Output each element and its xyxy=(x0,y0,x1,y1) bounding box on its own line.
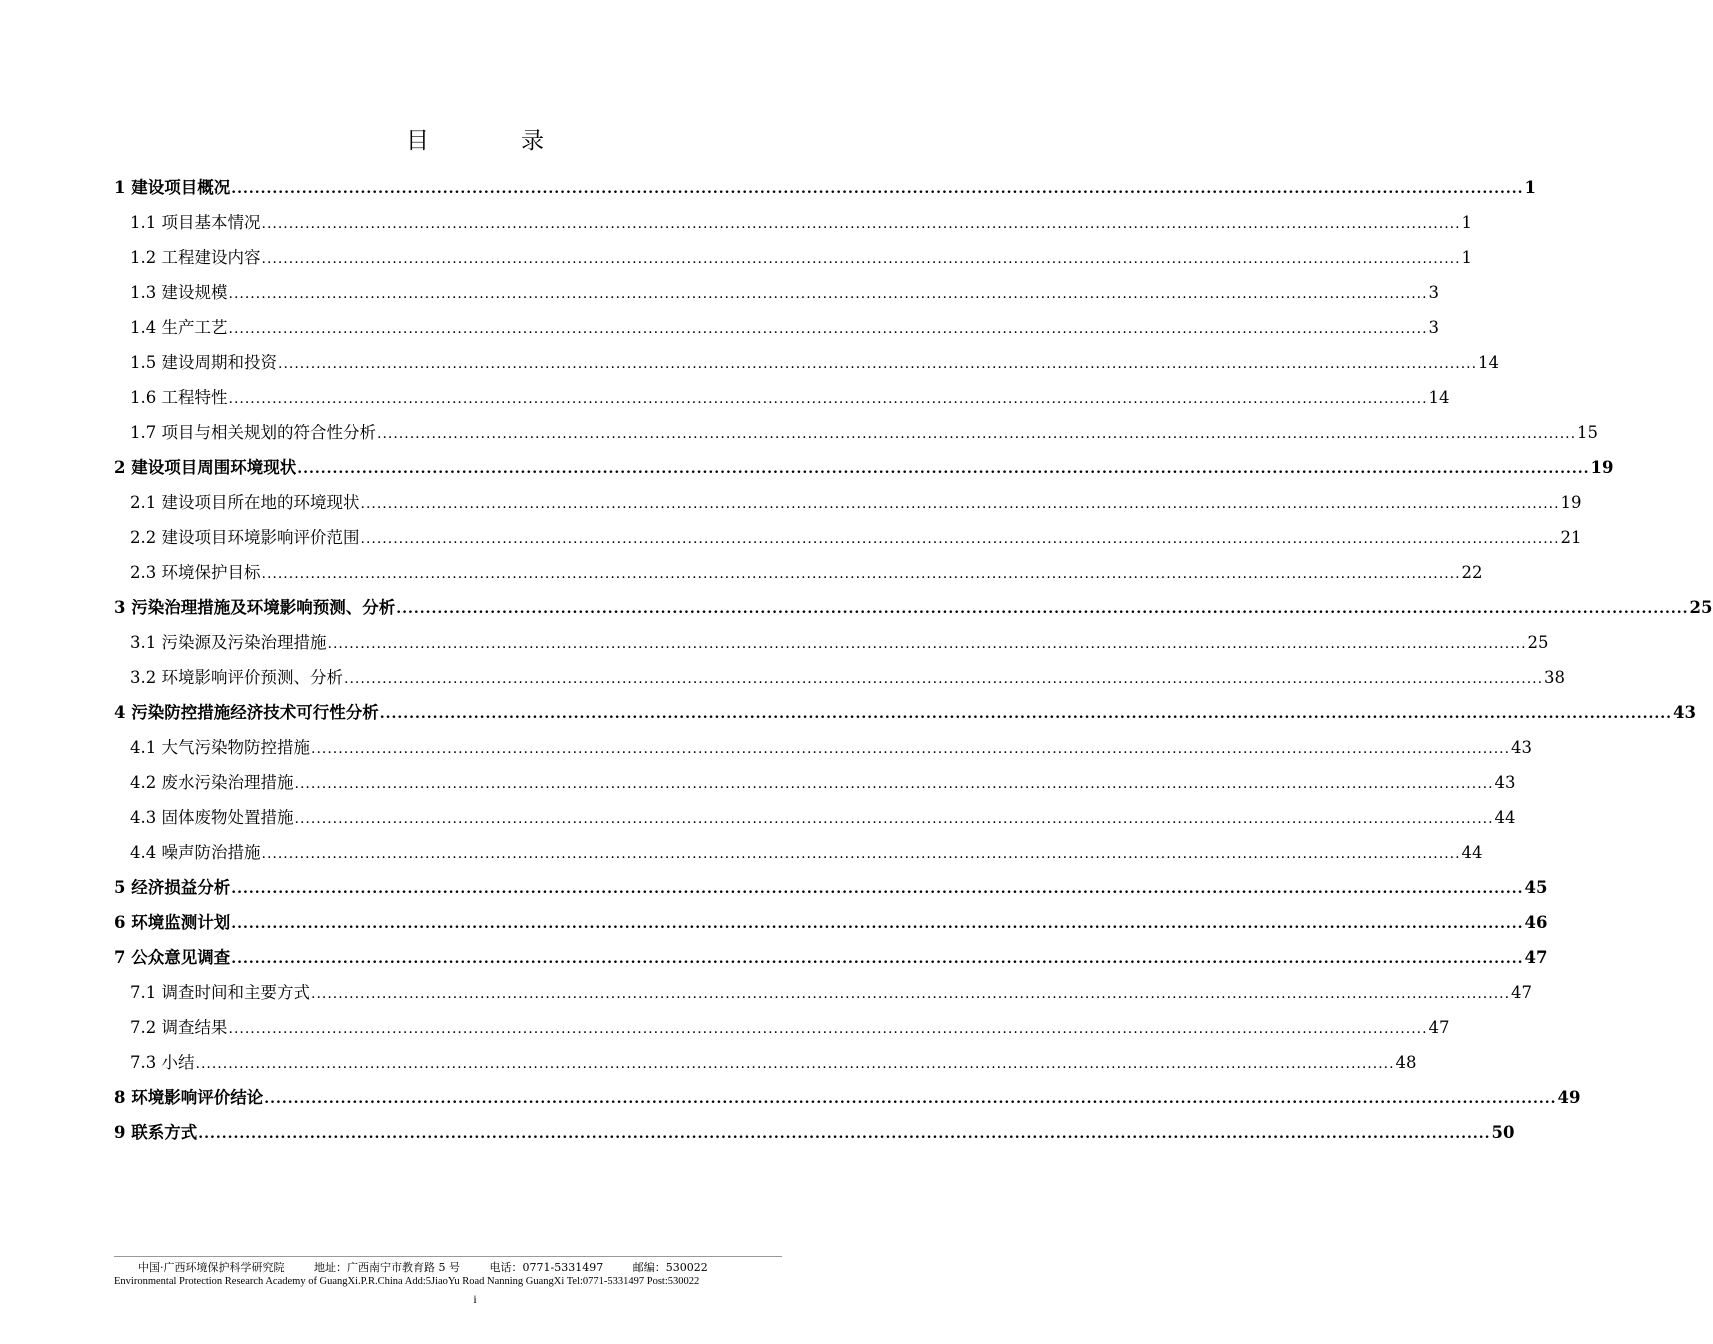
toc-entry-page: 44 xyxy=(1461,843,1483,862)
toc-entry-page: 3 xyxy=(1428,318,1440,337)
toc-chapter-entry[interactable] xyxy=(114,940,1548,975)
toc-section-entry[interactable] xyxy=(114,415,1599,450)
title-left-char: 目 xyxy=(406,128,429,154)
toc-section-entry[interactable] xyxy=(114,730,1533,765)
toc-entry-page: 48 xyxy=(1395,1053,1417,1072)
toc-entry-label: 2.3 环境保护目标 xyxy=(130,563,261,582)
toc-leader-dots: ............................................................................................................................................................................................................................ xyxy=(294,776,1494,792)
toc-entry-label: 3.2 环境影响评价预测、分析 xyxy=(130,668,343,687)
toc-entry-label: 2.1 建设项目所在地的环境现状 xyxy=(130,493,360,512)
toc-leader-dots: ............................................................................................................................................................................................................................ xyxy=(396,601,1689,617)
toc-entry-label: 4.4 噪声防治措施 xyxy=(130,843,261,862)
toc-entry-label: 2.2 建设项目环境影响评价范围 xyxy=(130,528,360,547)
toc-entry-page: 45 xyxy=(1524,878,1548,897)
toc-section-entry[interactable] xyxy=(114,310,1440,345)
toc-entry-label: 7 公众意见调查 xyxy=(114,948,231,967)
toc-entry-page: 25 xyxy=(1689,598,1713,617)
toc-entry-label: 5 经济损益分析 xyxy=(114,878,231,897)
toc-entry-page: 49 xyxy=(1557,1088,1581,1107)
toc-entry-page: 1 xyxy=(1461,213,1473,232)
toc-leader-dots: ............................................................................................................................................................................................................................ xyxy=(278,356,1478,372)
toc-leader-dots: ............................................................................................................................................................................................................................ xyxy=(228,321,1428,337)
toc-entry-page: 22 xyxy=(1461,563,1483,582)
toc-leader-dots: ............................................................................................................................................................................................................................ xyxy=(294,811,1494,827)
toc-entry-page: 14 xyxy=(1478,353,1500,372)
toc-entry-label: 1.6 工程特性 xyxy=(130,388,228,407)
footer-english-line: Environmental Protection Research Academy of GuangXi.P.R.China Add:5JiaoYu Road Nanning GuangXi Tel:0771-5331497 Post:530022 xyxy=(114,1276,700,1287)
toc-entry-page: 21 xyxy=(1560,528,1582,547)
toc-leader-dots: ............................................................................................................................................................................................................................ xyxy=(228,391,1428,407)
table-of-contents xyxy=(114,170,1713,1150)
toc-section-entry[interactable] xyxy=(114,765,1516,800)
toc-entry-label: 1.5 建设周期和投资 xyxy=(130,353,277,372)
toc-section-entry[interactable] xyxy=(114,345,1500,380)
toc-leader-dots: ............................................................................................................................................................................................................................ xyxy=(228,286,1428,302)
toc-entry-label: 1.1 项目基本情况 xyxy=(130,213,261,232)
toc-section-entry[interactable] xyxy=(114,835,1483,870)
toc-leader-dots: ............................................................................................................................................................................................................................ xyxy=(327,636,1527,652)
toc-section-entry[interactable] xyxy=(114,1045,1417,1080)
toc-chapter-entry[interactable] xyxy=(114,905,1548,940)
toc-entry-page: 47 xyxy=(1428,1018,1450,1037)
toc-leader-dots: ............................................................................................................................................................................................................................ xyxy=(195,1056,1395,1072)
page-number: i xyxy=(473,1292,477,1306)
toc-entry-label: 6 环境监测计划 xyxy=(114,913,231,932)
toc-section-entry[interactable] xyxy=(114,205,1473,240)
toc-chapter-entry[interactable] xyxy=(114,695,1696,730)
toc-entry-page: 19 xyxy=(1560,493,1582,512)
toc-leader-dots: ............................................................................................................................................................................................................................ xyxy=(261,846,1461,862)
toc-entry-page: 38 xyxy=(1544,668,1566,687)
toc-entry-label: 1 建设项目概况 xyxy=(114,178,231,197)
toc-leader-dots: ............................................................................................................................................................................................................................ xyxy=(264,1091,1557,1107)
toc-entry-page: 43 xyxy=(1494,773,1516,792)
toc-leader-dots: ............................................................................................................................................................................................................................ xyxy=(261,566,1461,582)
toc-leader-dots: ............................................................................................................................................................................................................................ xyxy=(261,216,1461,232)
toc-entry-label: 9 联系方式 xyxy=(114,1123,198,1142)
toc-section-entry[interactable] xyxy=(114,520,1582,555)
toc-entry-page: 47 xyxy=(1524,948,1548,967)
toc-entry-label: 7.2 调查结果 xyxy=(130,1018,228,1037)
toc-entry-label: 4.1 大气污染物防控措施 xyxy=(130,738,310,757)
toc-entry-label: 2 建设项目周围环境现状 xyxy=(114,458,297,477)
toc-entry-page: 1 xyxy=(1524,178,1537,197)
toc-leader-dots: ............................................................................................................................................................................................................................ xyxy=(377,426,1577,442)
toc-entry-page: 25 xyxy=(1527,633,1549,652)
toc-leader-dots: ............................................................................................................................................................................................................................ xyxy=(344,671,1544,687)
toc-entry-label: 1.2 工程建设内容 xyxy=(130,248,261,267)
toc-entry-label: 7.3 小结 xyxy=(130,1053,195,1072)
toc-chapter-entry[interactable] xyxy=(114,870,1548,905)
toc-leader-dots: ............................................................................................................................................................................................................................ xyxy=(379,706,1673,722)
toc-entry-page: 46 xyxy=(1524,913,1548,932)
toc-leader-dots: ............................................................................................................................................................................................................................ xyxy=(231,881,1524,897)
toc-leader-dots: ............................................................................................................................................................................................................................ xyxy=(311,986,1511,1002)
toc-section-entry[interactable] xyxy=(114,240,1473,275)
toc-leader-dots: ............................................................................................................................................................................................................................ xyxy=(360,496,1560,512)
toc-section-entry[interactable] xyxy=(114,975,1533,1010)
toc-leader-dots: ............................................................................................................................................................................................................................ xyxy=(231,916,1524,932)
toc-section-entry[interactable] xyxy=(114,485,1582,520)
toc-chapter-entry[interactable] xyxy=(114,170,1537,205)
toc-leader-dots: ............................................................................................................................................................................................................................ xyxy=(228,1021,1428,1037)
toc-entry-page: 43 xyxy=(1673,703,1696,722)
toc-leader-dots: ............................................................................................................................................................................................................................ xyxy=(297,461,1590,477)
toc-entry-label: 8 环境影响评价结论 xyxy=(114,1088,264,1107)
toc-chapter-entry[interactable] xyxy=(114,1115,1515,1150)
footer-institute: 中国·广西环境保护科学研究院 xyxy=(138,1261,285,1274)
footer-address: 地址：广西南宁市教育路 5 号 xyxy=(314,1261,460,1274)
title-right-char: 录 xyxy=(521,128,544,154)
toc-leader-dots: ............................................................................................................................................................................................................................ xyxy=(198,1126,1491,1142)
toc-section-entry[interactable] xyxy=(114,625,1549,660)
toc-entry-page: 1 xyxy=(1461,248,1473,267)
toc-entry-page: 3 xyxy=(1428,283,1440,302)
toc-chapter-entry[interactable] xyxy=(114,450,1614,485)
toc-leader-dots: ............................................................................................................................................................................................................................ xyxy=(311,741,1511,757)
toc-entry-page: 19 xyxy=(1590,458,1614,477)
footer-postcode: 邮编：530022 xyxy=(632,1261,708,1274)
toc-section-entry[interactable] xyxy=(114,1010,1450,1045)
toc-entry-page: 47 xyxy=(1511,983,1533,1002)
toc-section-entry[interactable] xyxy=(114,660,1566,695)
page-title xyxy=(0,122,950,154)
toc-leader-dots: ............................................................................................................................................................................................................................ xyxy=(261,251,1461,267)
toc-section-entry[interactable] xyxy=(114,800,1516,835)
footer-divider xyxy=(114,1256,782,1257)
toc-entry-label: 3.1 污染源及污染治理措施 xyxy=(130,633,327,652)
toc-entry-page: 43 xyxy=(1511,738,1533,757)
toc-entry-page: 14 xyxy=(1428,388,1450,407)
toc-chapter-entry[interactable] xyxy=(114,590,1713,625)
toc-entry-label: 1.3 建设规模 xyxy=(130,283,228,302)
toc-section-entry[interactable] xyxy=(114,555,1483,590)
toc-section-entry[interactable] xyxy=(114,380,1450,415)
toc-entry-label: 1.4 生产工艺 xyxy=(130,318,228,337)
toc-entry-page: 44 xyxy=(1494,808,1516,827)
toc-entry-label: 3 污染治理措施及环境影响预测、分析 xyxy=(114,598,396,617)
toc-entry-label: 4.3 固体废物处置措施 xyxy=(130,808,294,827)
toc-leader-dots: ............................................................................................................................................................................................................................ xyxy=(231,181,1524,197)
toc-leader-dots: ............................................................................................................................................................................................................................ xyxy=(360,531,1560,547)
toc-chapter-entry[interactable] xyxy=(114,1080,1581,1115)
toc-entry-label: 4.2 废水污染治理措施 xyxy=(130,773,294,792)
toc-section-entry[interactable] xyxy=(114,275,1440,310)
toc-entry-label: 1.7 项目与相关规划的符合性分析 xyxy=(130,423,376,442)
toc-entry-label: 7.1 调查时间和主要方式 xyxy=(130,983,310,1002)
toc-leader-dots: ............................................................................................................................................................................................................................ xyxy=(231,951,1524,967)
footer-phone: 电话：0771-5331497 xyxy=(489,1261,604,1274)
toc-entry-page: 15 xyxy=(1577,423,1599,442)
toc-entry-label: 4 污染防控措施经济技术可行性分析 xyxy=(114,703,379,722)
toc-entry-page: 50 xyxy=(1491,1123,1515,1142)
